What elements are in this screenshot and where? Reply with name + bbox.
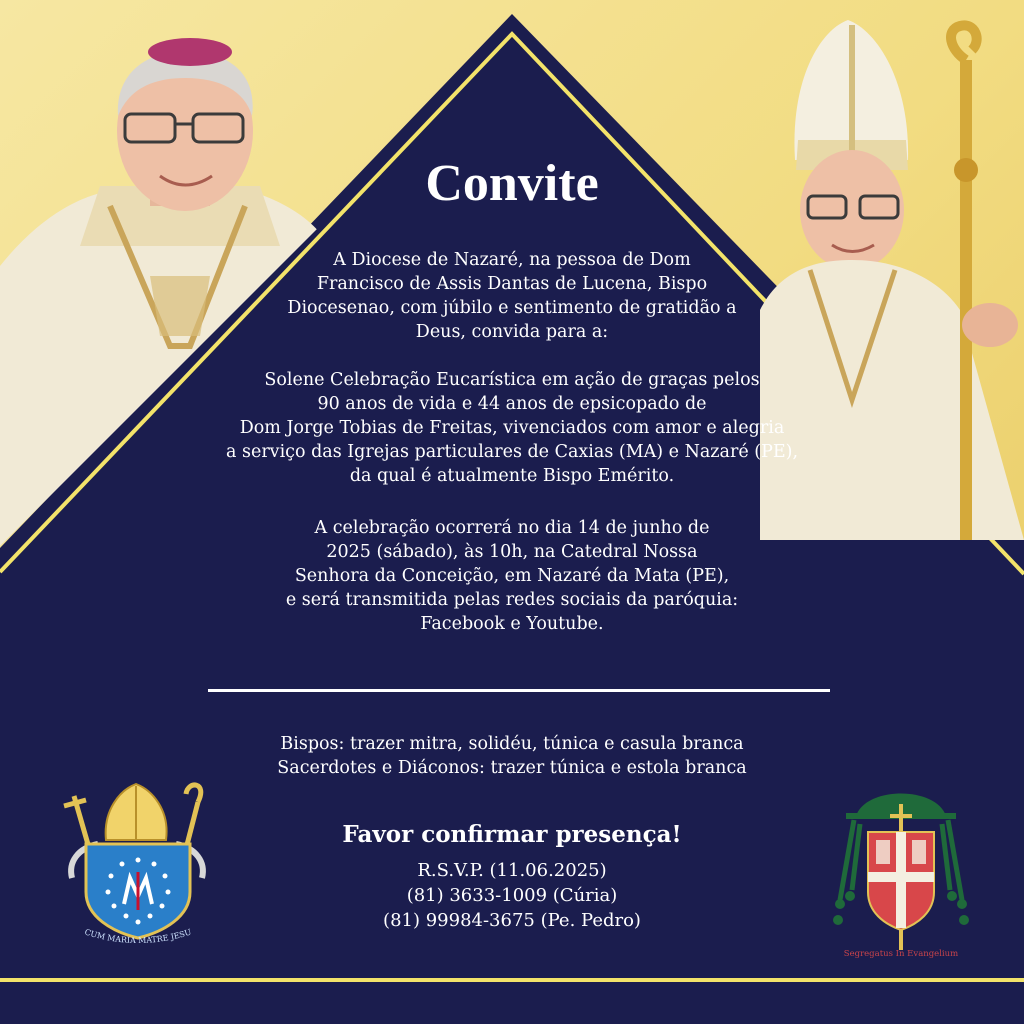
invitation-title: Convite [425, 155, 599, 212]
bishop-motto: Segregatus In Evangelium [843, 949, 959, 959]
confirm-heading: Favor confirmar presença! [342, 821, 682, 848]
celebration-line: 90 anos de vida e 44 anos de epsicopado de [317, 394, 707, 414]
rsvp-phone-curia: (81) 3633-1009 (Cúria) [406, 885, 618, 906]
intro-line: Diocesenao, com júbilo e sentimento de gratidão a [287, 298, 737, 318]
rsvp-date: R.S.V.P. (11.06.2025) [417, 860, 607, 881]
celebration-line: Solene Celebração Eucarística em ação de graças pelos [264, 370, 760, 390]
details-line: Facebook e Youtube. [420, 614, 604, 634]
celebration-line: Dom Jorge Tobias de Freitas, vivenciados com amor e alegria [239, 418, 785, 438]
celebration-paragraph [152, 368, 872, 488]
diocese-motto: CUM MARIA MATRE JESU [83, 927, 193, 946]
rsvp-contacts [312, 858, 712, 933]
dress-code-line: Sacerdotes e Diáconos: trazer túnica e estola branca [277, 758, 747, 778]
details-line: Senhora da Conceição, em Nazaré da Mata (PE), [294, 566, 730, 586]
dress-code-line: Bispos: trazer mitra, solidéu, túnica e casula branca [280, 734, 744, 754]
intro-paragraph [262, 248, 762, 344]
intro-line: A Diocese de Nazaré, na pessoa de Dom [333, 250, 691, 270]
dress-code [212, 732, 812, 780]
details-line: 2025 (sábado), às 10h, na Catedral Nossa [326, 542, 698, 562]
details-line: A celebração ocorrerá no dia 14 de junho de [314, 518, 710, 538]
diocese-coat-of-arms [58, 782, 218, 954]
details-line: e será transmitida pelas redes sociais da paróquia: [285, 590, 739, 610]
rsvp-phone-priest: (81) 99984-3675 (Pe. Pedro) [383, 910, 641, 931]
details-paragraph [232, 516, 792, 636]
bishop-coat-of-arms [826, 780, 976, 966]
celebration-line: da qual é atualmente Bispo Emérito. [349, 466, 675, 486]
celebration-line: a serviço das Igrejas particulares de Caxias (MA) e Nazaré (PE), [225, 442, 799, 462]
divider [208, 689, 830, 692]
intro-line: Deus, convida para a: [415, 322, 609, 342]
intro-line: Francisco de Assis Dantas de Lucena, Bispo [316, 274, 708, 294]
